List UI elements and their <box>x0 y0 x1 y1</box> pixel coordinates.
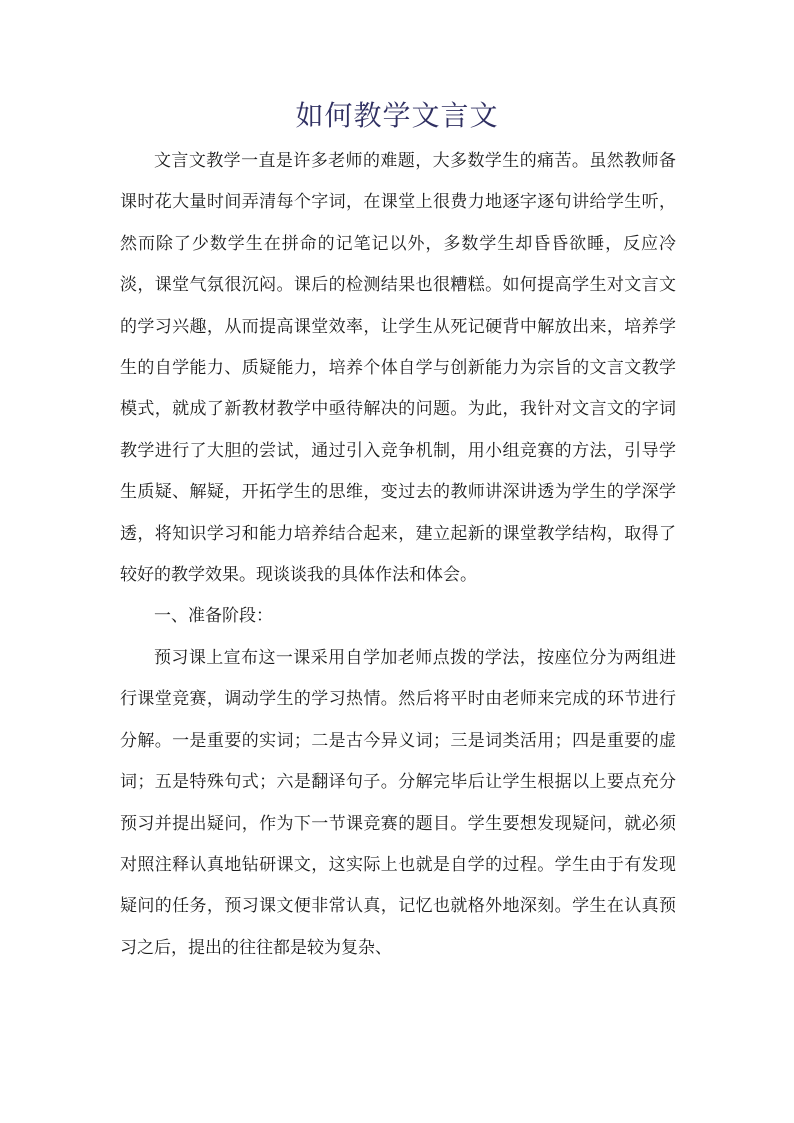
paragraph-intro: 文言文教学一直是许多老师的难题，大多数学生的痛苦。虽然教师备课时花大量时间弄清每个字词，在课堂上很费力地逐字逐句讲给学生听，然而除了少数学生在拼命的记笔记以外，多数学生却昏昏欲睡，反应冷淡，课堂气氛很沉闷。课后的检测结果也很糟糕。如何提高学生对文言文的学习兴趣，从而提高课堂效率，让学生从死记硬背中解放出来，培养学生的自学能力、质疑能力，培养个体自学与创新能力为宗旨的文言文教学模式，就成了新教材教学中亟待解决的问题。为此，我针对文言文的字词教学进行了大胆的尝试，通过引入竞争机制，用小组竞赛的方法，引导学生质疑、解疑，开拓学生的思维，变过去的教师讲深讲透为学生的学深学透，将知识学习和能力培养结合起来，建立起新的课堂教学结构，取得了较好的教学效果。现谈谈我的具体作法和体会。 <box>120 151 676 586</box>
article-body <box>120 141 676 969</box>
section-heading-preparation: 一、准备阶段： <box>154 606 273 627</box>
page-title: 如何教学文言文 <box>295 99 499 132</box>
paragraph-preparation: 预习课上宣布这一课采用自学加老师点拨的学法，按座位分为两组进行课堂竞赛，调动学生的学习热情。然后将平时由老师来完成的环节进行分解。一是重要的实词；二是古今异义词；三是词类活用；四是重要的虚词；五是特殊句式；六是翻译句子。分解完毕后让学生根据以上要点充分预习并提出疑问，作为下一节课竞赛的题目。学生要想发现疑问，就必须对照注释认真地钻研课文，这实际上也就是自学的过程。学生由于有发现疑问的任务，预习课文便非常认真，记忆也就格外地深刻。学生在认真预习之后，提出的往往都是较为复杂、 <box>120 647 676 958</box>
